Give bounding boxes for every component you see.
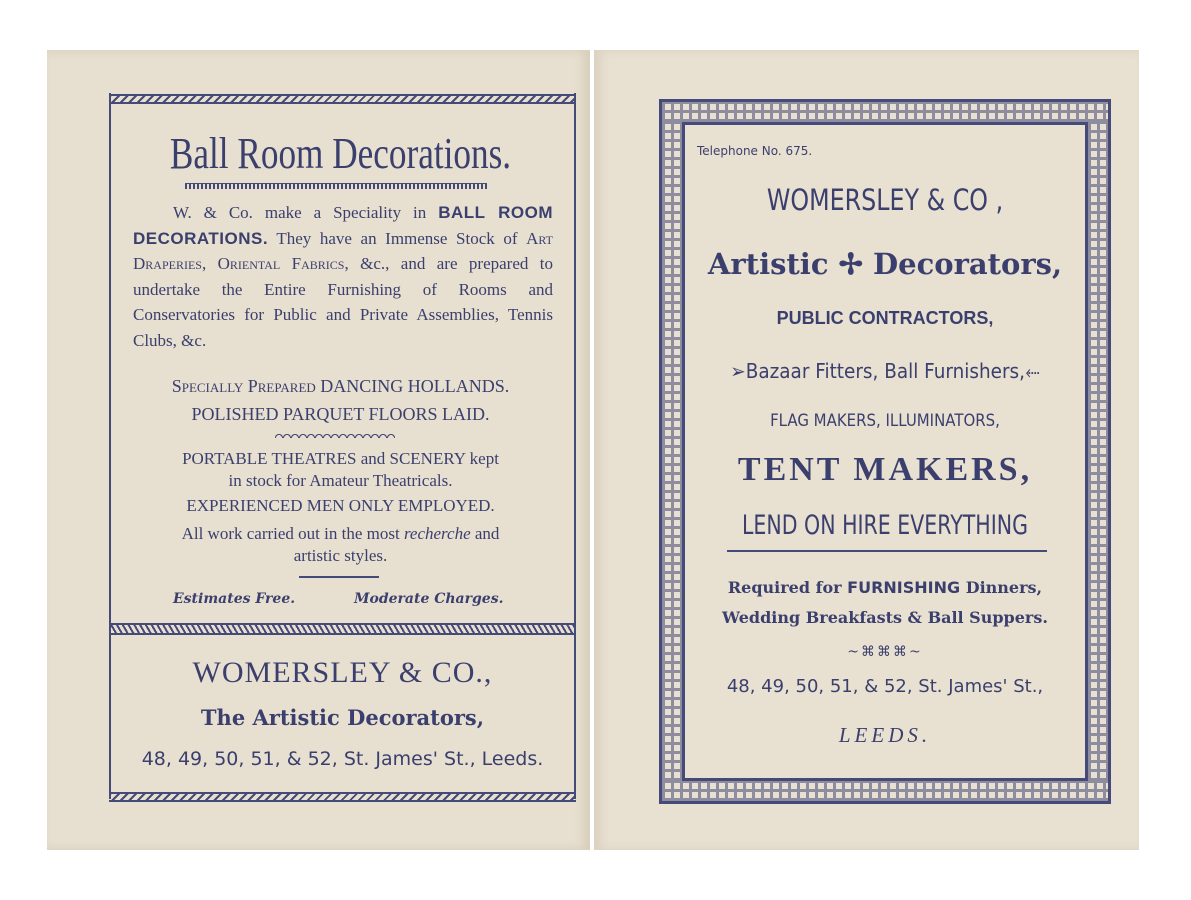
- bazaar-fitters: ➢Bazaar Fitters, Ball Furnishers,⬸: [730, 359, 1040, 383]
- right-company-name: WOMERSLEY & CO ,: [766, 183, 1004, 217]
- left-page: [47, 50, 590, 850]
- greek-key-bottom: [662, 781, 1108, 801]
- estimates-text: Estimates Free.: [173, 591, 296, 607]
- charges-text: Moderate Charges.: [354, 591, 504, 607]
- bottom-border-ornament: [109, 792, 576, 802]
- right-address: 48, 49, 50, 51, & 52, St. James' St.,: [726, 676, 1044, 697]
- telephone-text: Telephone No. 675.: [697, 144, 813, 158]
- short-rule: [299, 576, 379, 578]
- greek-key-top: [662, 102, 1108, 122]
- flag-makers: FLAG MAKERS, ILLUMINATORS,: [770, 411, 1000, 431]
- top-border-ornament: [109, 94, 576, 104]
- right-page: [594, 50, 1139, 850]
- left-tagline: The Artistic Decorators,: [200, 705, 485, 730]
- greek-key-right: [1088, 122, 1108, 781]
- recherche-line: All work carried out in the most recherche and: [181, 524, 500, 543]
- tent-makers: TENT MAKERS,: [737, 451, 1033, 488]
- wedding-line: Wedding Breakfasts & Ball Suppers.: [722, 608, 1048, 627]
- right-city: LEEDS.: [838, 723, 932, 747]
- left-title: Ball Room Decorations.: [169, 129, 512, 178]
- left-frame-border: [109, 93, 576, 799]
- lend-underline: [727, 550, 1047, 552]
- title-rule: [185, 183, 487, 189]
- required-line: Required for FURNISHING Dinners,: [727, 578, 1043, 597]
- middle-border-ornament: [109, 623, 576, 635]
- artistic-decorators: Artistic ✢ Decorators,: [707, 247, 1063, 281]
- theatres-line: PORTABLE THEATRES and SCENERY kept: [182, 449, 499, 468]
- experienced-line: EXPERIENCED MEN ONLY EMPLOYED.: [186, 496, 495, 515]
- wave-divider: [275, 432, 395, 438]
- artistic-styles-line: artistic styles.: [293, 546, 388, 565]
- lend-on-hire: LEND ON HIRE EVERYTHING: [741, 510, 1029, 541]
- speciality-paragraph: W. & Co. make a Speciality in BALL ROOM DECORATIONS. They have an Immense Stock of Art Draperies, Oriental Fabrics, &c., and are prepared to undertake the Entire Furnishing of Rooms and Conservatories for Public and Private Assemblies, Tennis Clubs, &c.: [133, 203, 553, 350]
- parquet-line: POLISHED PARQUET FLOORS LAID.: [191, 404, 490, 424]
- greek-key-left: [662, 122, 682, 781]
- flourish-ornament: ~⌘⌘⌘~: [847, 644, 923, 660]
- public-contractors: PUBLIC CONTRACTORS,: [776, 308, 994, 328]
- left-company-name: WOMERSLEY & CO.,: [192, 656, 493, 689]
- dancing-hollands-line: Specially Prepared DANCING HOLLANDS.: [171, 376, 510, 396]
- left-address: 48, 49, 50, 51, & 52, St. James' St., Leeds.: [141, 748, 544, 770]
- theatricals-line: in stock for Amateur Theatricals.: [228, 471, 453, 490]
